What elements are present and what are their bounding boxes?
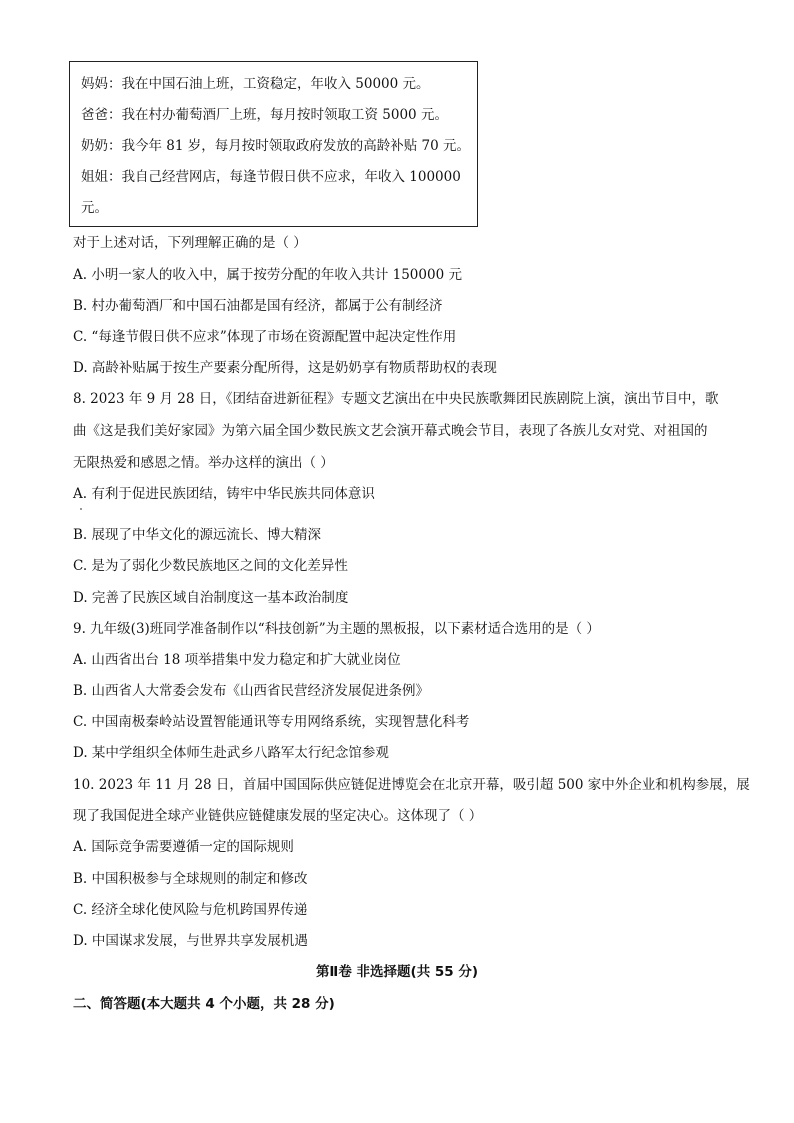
- q8-stem-line-3: 无限热爱和感恩之情。举办这样的演出（ ）: [73, 455, 334, 471]
- q9-option-a: A. 山西省出台 18 项举措集中发力稳定和扩大就业岗位: [73, 652, 401, 668]
- q10-option-b: B. 中国积极参与全球规则的制定和修改: [73, 871, 308, 887]
- q9-option-b: B. 山西省人大常委会发布《山西省民营经济发展促进条例》: [73, 683, 430, 699]
- dialogue-line-mother: 妈妈：我在中国石油上班，工资稳定，年收入 50000 元。: [81, 76, 430, 92]
- q7-option-b: B. 村办葡萄酒厂和中国石油都是国有经济，都属于公有制经济: [73, 298, 443, 314]
- q7-option-c: C. “每逢节假日供不应求”体现了市场在资源配置中起决定性作用: [73, 329, 457, 345]
- dialogue-line-sister-cont: 元。: [81, 200, 108, 216]
- q8-option-a: A. 有利于促进民族团结，铸牢中华民族共同体意识: [73, 486, 375, 502]
- dialogue-line-sister: 姐姐：我自己经营网店，每逢节假日供不应求，年收入 100000: [81, 169, 461, 185]
- q8-stem-line-2: 曲《这是我们美好家园》为第六届全国少数民族文艺会演开幕式晚会节目，表现了各族儿女对党、对祖国的: [73, 423, 708, 439]
- q9-stem: 9. 九年级(3)班同学准备制作以“科技创新”为主题的黑板报，以下素材适合选用的是（ ）: [73, 621, 600, 637]
- dialogue-line-father: 爸爸：我在村办葡萄酒厂上班，每月按时领取工资 5000 元。: [81, 107, 448, 123]
- section-title: 第Ⅱ卷 非选择题(共 55 分): [315, 964, 479, 980]
- section-subtitle: 二、简答题(本大题共 4 个小题，共 28 分): [73, 996, 335, 1012]
- dialogue-box: [69, 61, 478, 227]
- q10-option-d: D. 中国谋求发展，与世界共享发展机遇: [73, 933, 308, 949]
- q8-option-d: D. 完善了民族区域自治制度这一基本政治制度: [73, 590, 349, 606]
- q10-stem-line-2: 现了我国促进全球产业链供应链健康发展的坚定决心。这体现了（ ）: [73, 808, 483, 824]
- q7-option-a: A. 小明一家人的收入中，属于按劳分配的年收入共计 150000 元: [73, 267, 462, 283]
- q10-option-a: A. 国际竞争需要遵循一定的国际规则: [73, 839, 294, 855]
- q7-option-d: D. 高龄补贴属于按生产要素分配所得，这是奶奶享有物质帮助权的表现: [73, 360, 497, 376]
- q9-option-c: C. 中国南极秦岭站设置智能通讯等专用网络系统，实现智慧化科考: [73, 714, 470, 730]
- stray-mark: [80, 508, 82, 510]
- q9-option-d: D. 某中学组织全体师生赴武乡八路军太行纪念馆参观: [73, 745, 389, 761]
- q8-option-c: C. 是为了弱化少数民族地区之间的文化差异性: [73, 558, 348, 574]
- q8-stem-line-1: 8. 2023 年 9 月 28 日，《团结奋进新征程》专题文艺演出在中央民族歌舞团民族剧院上演，演出节目中，歌: [73, 391, 719, 407]
- q8-option-b: B. 展现了中华文化的源远流长、博大精深: [73, 527, 322, 543]
- q7-stem: 对于上述对话，下列理解正确的是（ ）: [73, 235, 307, 251]
- q10-stem-line-1: 10. 2023 年 11 月 28 日，首届中国国际供应链促进博览会在北京开幕，吸引超 500 家中外企业和机构参展，展: [73, 777, 750, 793]
- q10-option-c: C. 经济全球化使风险与危机跨国界传递: [73, 902, 308, 918]
- dialogue-line-grandmother: 奶奶：我今年 81 岁，每月按时领取政府发放的高龄补贴 70 元。: [81, 138, 471, 154]
